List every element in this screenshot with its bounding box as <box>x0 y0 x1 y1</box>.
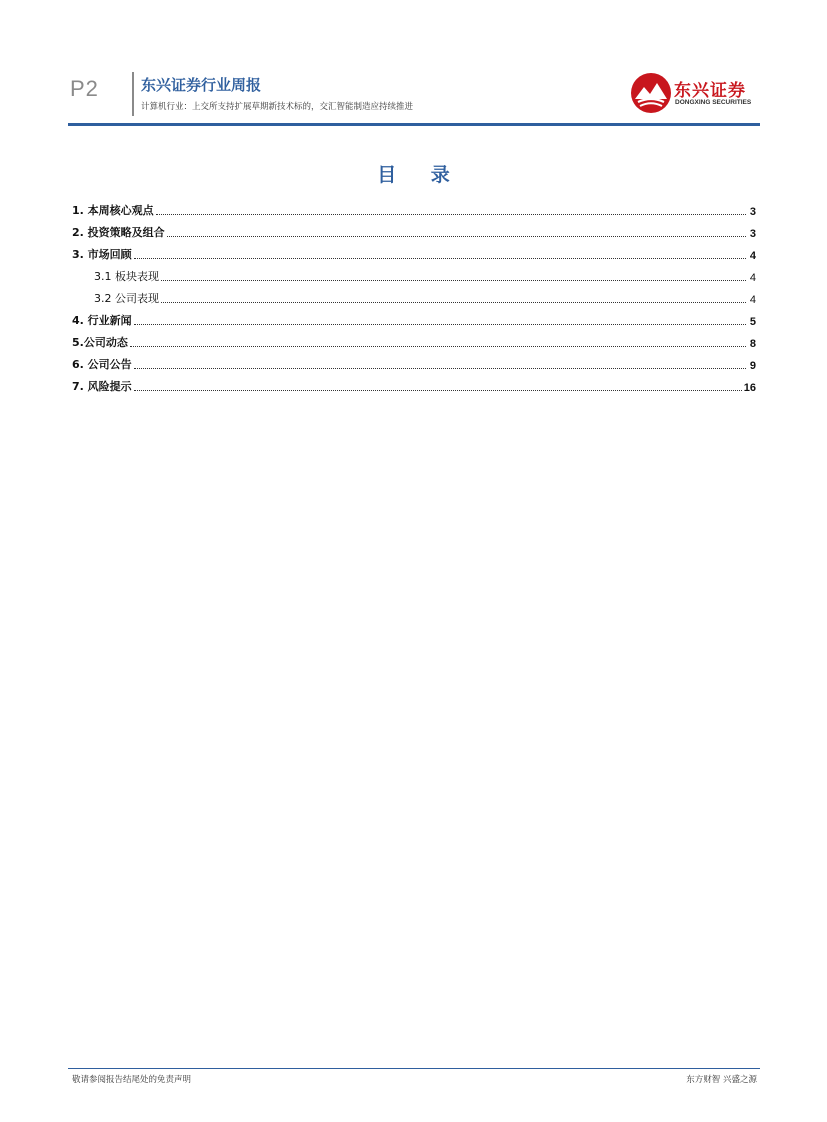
toc-leader-dots <box>161 302 746 303</box>
toc-entry-label: 4. 行业新闻 <box>72 314 132 327</box>
toc-entry-page: 9 <box>749 360 756 372</box>
toc-entry[interactable] <box>72 284 756 306</box>
toc-entry-page: 4 <box>749 294 756 306</box>
toc-entry[interactable] <box>72 240 756 262</box>
toc-title: 目 录 <box>377 164 464 186</box>
report-subtitle: 计算机行业：上交所支持扩展草期新技术标的，交汇智能制造应持续推进 <box>141 102 414 112</box>
toc-entry-page: 5 <box>749 316 756 328</box>
header-rule <box>68 123 760 126</box>
toc-entry-label: 7. 风险提示 <box>72 380 132 393</box>
toc-entry-label: 5.公司动态 <box>72 336 128 349</box>
table-of-contents <box>72 196 756 394</box>
toc-leader-dots <box>156 214 746 215</box>
toc-leader-dots <box>134 368 746 369</box>
toc-entry-page: 3 <box>749 228 756 240</box>
page-number: P2 <box>70 76 99 101</box>
toc-entry[interactable] <box>72 306 756 328</box>
toc-entry-label: 3.2 公司表现 <box>94 292 159 305</box>
toc-leader-dots <box>134 324 746 325</box>
toc-entry-page: 4 <box>749 272 756 284</box>
toc-entry[interactable] <box>72 218 756 240</box>
footer-disclaimer-note: 敬请参阅报告结尾处的免责声明 <box>72 1075 192 1085</box>
header-divider <box>132 72 134 116</box>
report-type-title: 东兴证券行业周报 <box>141 76 262 94</box>
toc-entry[interactable] <box>72 350 756 372</box>
toc-entry-label: 3.1 板块表现 <box>94 270 159 283</box>
toc-leader-dots <box>134 258 746 259</box>
logo-text-cn: 东兴证券 <box>674 81 746 101</box>
toc-entry-page: 16 <box>743 382 756 394</box>
toc-entry[interactable] <box>72 372 756 394</box>
toc-entry-page: 4 <box>749 250 756 262</box>
toc-entry-label: 3. 市场回顾 <box>72 248 132 261</box>
toc-entry-label: 6. 公司公告 <box>72 358 132 371</box>
footer-rule <box>68 1068 760 1069</box>
toc-entry-page: 8 <box>749 338 756 350</box>
toc-entry[interactable] <box>72 262 756 284</box>
logo-mark-icon <box>630 72 672 114</box>
logo-text-en: DONGXING SECURITIES <box>675 99 752 106</box>
toc-leader-dots <box>167 236 746 237</box>
toc-leader-dots <box>134 390 742 391</box>
toc-entry[interactable] <box>72 328 756 350</box>
toc-leader-dots <box>130 346 746 347</box>
toc-entry-label: 2. 投资策略及组合 <box>72 226 165 239</box>
footer-slogan: 东方财智 兴盛之源 <box>686 1075 757 1085</box>
toc-leader-dots <box>161 280 746 281</box>
toc-entry-page: 3 <box>749 206 756 218</box>
toc-entry[interactable] <box>72 196 756 218</box>
toc-entry-label: 1. 本周核心观点 <box>72 204 154 217</box>
company-logo <box>630 72 760 116</box>
